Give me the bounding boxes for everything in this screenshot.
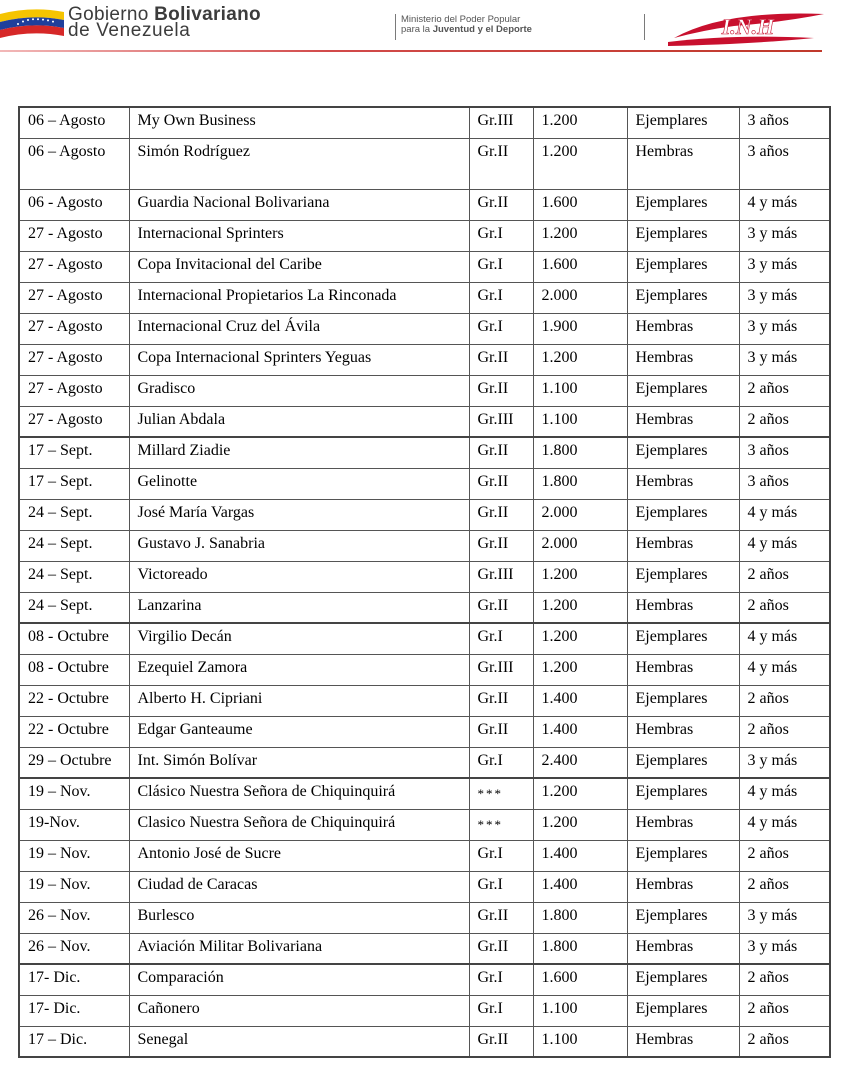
race-date: 06 – Agosto (19, 138, 129, 189)
race-date: 26 – Nov. (19, 933, 129, 964)
race-sex: Hembras (627, 406, 739, 437)
race-age: 3 y más (739, 313, 830, 344)
race-name: Millard Ziadie (129, 437, 469, 468)
race-grade: Gr.II (469, 437, 533, 468)
race-grade: Gr.II (469, 189, 533, 220)
race-date: 17 – Sept. (19, 437, 129, 468)
race-distance: 2.000 (533, 530, 627, 561)
race-name: Ciudad de Caracas (129, 871, 469, 902)
race-age: 3 años (739, 437, 830, 468)
race-date: 17- Dic. (19, 964, 129, 995)
table-row (19, 716, 830, 747)
race-name: Julian Abdala (129, 406, 469, 437)
race-name: Cañonero (129, 995, 469, 1026)
race-name: Burlesco (129, 902, 469, 933)
gov-line-venezuela: de Venezuela (68, 20, 191, 41)
race-grade: *** (469, 778, 533, 809)
race-date: 22 - Octubre (19, 716, 129, 747)
race-age: 2 años (739, 871, 830, 902)
race-sex: Ejemplares (627, 189, 739, 220)
race-age: 2 años (739, 592, 830, 623)
table-row (19, 530, 830, 561)
table-row (19, 107, 830, 138)
race-grade: Gr.III (469, 406, 533, 437)
race-date: 24 – Sept. (19, 592, 129, 623)
race-age: 2 años (739, 995, 830, 1026)
race-distance: 1.200 (533, 623, 627, 654)
race-sex: Ejemplares (627, 561, 739, 592)
race-age: 4 y más (739, 809, 830, 840)
race-name: Int. Simón Bolívar (129, 747, 469, 778)
race-name: Copa Invitacional del Caribe (129, 251, 469, 282)
race-name: Clasico Nuestra Señora de Chiquinquirá (129, 809, 469, 840)
race-grade: Gr.I (469, 964, 533, 995)
table-row (19, 778, 830, 809)
race-age: 2 años (739, 685, 830, 716)
table-row (19, 344, 830, 375)
race-date: 17- Dic. (19, 995, 129, 1026)
race-date: 24 – Sept. (19, 499, 129, 530)
race-date: 27 - Agosto (19, 251, 129, 282)
race-grade: Gr.II (469, 530, 533, 561)
race-distance: 1.800 (533, 468, 627, 499)
header-rule (0, 50, 822, 52)
race-sex: Hembras (627, 592, 739, 623)
race-name: José María Vargas (129, 499, 469, 530)
race-sex: Ejemplares (627, 685, 739, 716)
race-age: 4 y más (739, 623, 830, 654)
header-divider (644, 14, 645, 40)
race-distance: 2.000 (533, 499, 627, 530)
race-date: 08 - Octubre (19, 623, 129, 654)
race-age: 2 años (739, 406, 830, 437)
race-name: Senegal (129, 1026, 469, 1057)
race-date: 19 – Nov. (19, 778, 129, 809)
race-name: Internacional Sprinters (129, 220, 469, 251)
ministry-line-1: Ministerio del Poder Popular (401, 14, 521, 25)
race-name: Internacional Cruz del Ávila (129, 313, 469, 344)
race-grade: Gr.II (469, 499, 533, 530)
table-row (19, 623, 830, 654)
race-age: 2 años (739, 840, 830, 871)
table-row (19, 871, 830, 902)
race-age: 4 y más (739, 530, 830, 561)
ministry-line-2-prefix: para la (401, 24, 431, 35)
races-table-body (19, 107, 830, 1057)
race-distance: 1.200 (533, 654, 627, 685)
races-table (18, 106, 831, 1058)
government-wordmark (68, 4, 261, 41)
table-row (19, 1026, 830, 1057)
page-header (0, 0, 843, 56)
race-distance: 1.800 (533, 437, 627, 468)
race-age: 3 y más (739, 282, 830, 313)
race-age: 2 años (739, 375, 830, 406)
race-date: 27 - Agosto (19, 313, 129, 344)
race-date: 17 – Sept. (19, 468, 129, 499)
race-sex: Hembras (627, 1026, 739, 1057)
race-grade: Gr.I (469, 251, 533, 282)
race-sex: Hembras (627, 809, 739, 840)
race-date: 24 – Sept. (19, 561, 129, 592)
race-sex: Hembras (627, 313, 739, 344)
table-row (19, 468, 830, 499)
race-name: Edgar Ganteaume (129, 716, 469, 747)
race-age: 2 años (739, 561, 830, 592)
race-age: 2 años (739, 964, 830, 995)
race-name: Alberto H. Cipriani (129, 685, 469, 716)
race-sex: Hembras (627, 468, 739, 499)
race-date: 27 - Agosto (19, 282, 129, 313)
table-row (19, 902, 830, 933)
race-distance: 1.100 (533, 995, 627, 1026)
race-age: 4 y más (739, 778, 830, 809)
race-name: Gustavo J. Sanabria (129, 530, 469, 561)
ministry-label (401, 15, 532, 35)
race-distance: 1.200 (533, 220, 627, 251)
race-sex: Ejemplares (627, 437, 739, 468)
race-sex: Ejemplares (627, 747, 739, 778)
table-row (19, 437, 830, 468)
race-age: 4 y más (739, 499, 830, 530)
race-name: Virgilio Decán (129, 623, 469, 654)
table-row (19, 375, 830, 406)
race-grade: Gr.II (469, 592, 533, 623)
race-name: Ezequiel Zamora (129, 654, 469, 685)
race-sex: Ejemplares (627, 375, 739, 406)
race-age: 4 y más (739, 189, 830, 220)
race-grade: Gr.II (469, 468, 533, 499)
race-name: Clásico Nuestra Señora de Chiquinquirá (129, 778, 469, 809)
race-date: 06 – Agosto (19, 107, 129, 138)
race-grade: Gr.I (469, 313, 533, 344)
race-distance: 1.400 (533, 840, 627, 871)
race-grade: Gr.II (469, 138, 533, 189)
race-grade: Gr.I (469, 871, 533, 902)
race-age: 2 años (739, 716, 830, 747)
race-grade: Gr.I (469, 220, 533, 251)
race-date: 29 – Octubre (19, 747, 129, 778)
race-sex: Hembras (627, 138, 739, 189)
table-row (19, 406, 830, 437)
table-row (19, 313, 830, 344)
race-date: 08 - Octubre (19, 654, 129, 685)
race-name: Gelinotte (129, 468, 469, 499)
race-name: Internacional Propietarios La Rinconada (129, 282, 469, 313)
race-date: 19-Nov. (19, 809, 129, 840)
race-sex: Ejemplares (627, 282, 739, 313)
ministry-line-2-bold: Juventud y el Deporte (432, 24, 532, 35)
race-sex: Ejemplares (627, 840, 739, 871)
race-grade: Gr.III (469, 654, 533, 685)
race-date: 26 – Nov. (19, 902, 129, 933)
table-row (19, 138, 830, 189)
table-row (19, 189, 830, 220)
race-grade: Gr.III (469, 561, 533, 592)
race-distance: 1.200 (533, 592, 627, 623)
race-name: My Own Business (129, 107, 469, 138)
race-date: 17 – Dic. (19, 1026, 129, 1057)
table-row (19, 840, 830, 871)
race-distance: 1.200 (533, 107, 627, 138)
race-grade: Gr.I (469, 282, 533, 313)
race-sex: Hembras (627, 933, 739, 964)
race-sex: Hembras (627, 871, 739, 902)
race-age: 3 y más (739, 933, 830, 964)
race-age: 3 y más (739, 902, 830, 933)
race-sex: Ejemplares (627, 964, 739, 995)
race-name: Victoreado (129, 561, 469, 592)
race-sex: Ejemplares (627, 623, 739, 654)
race-distance: 1.400 (533, 871, 627, 902)
race-grade: Gr.II (469, 1026, 533, 1057)
race-distance: 1.200 (533, 138, 627, 189)
table-row (19, 685, 830, 716)
race-date: 22 - Octubre (19, 685, 129, 716)
race-sex: Hembras (627, 530, 739, 561)
race-sex: Ejemplares (627, 778, 739, 809)
race-sex: Ejemplares (627, 995, 739, 1026)
race-grade: Gr.II (469, 375, 533, 406)
race-date: 27 - Agosto (19, 406, 129, 437)
race-sex: Hembras (627, 344, 739, 375)
race-distance: 1.200 (533, 344, 627, 375)
venezuela-flag-icon (0, 8, 64, 40)
race-distance: 1.100 (533, 406, 627, 437)
race-distance: 1.600 (533, 251, 627, 282)
table-row (19, 933, 830, 964)
race-sex: Ejemplares (627, 499, 739, 530)
race-grade: Gr.II (469, 716, 533, 747)
table-row (19, 499, 830, 530)
races-table-wrapper (18, 106, 829, 1058)
race-age: 3 años (739, 107, 830, 138)
race-grade: Gr.I (469, 995, 533, 1026)
race-age: 3 años (739, 468, 830, 499)
race-date: 06 - Agosto (19, 189, 129, 220)
race-grade: Gr.I (469, 623, 533, 654)
race-distance: 2.400 (533, 747, 627, 778)
race-name: Simón Rodríguez (129, 138, 469, 189)
table-row (19, 964, 830, 995)
race-name: Antonio José de Sucre (129, 840, 469, 871)
race-sex: Ejemplares (627, 220, 739, 251)
inh-logo-text: I.N.H (721, 14, 775, 39)
table-row (19, 654, 830, 685)
race-name: Copa Internacional Sprinters Yeguas (129, 344, 469, 375)
race-age: 3 años (739, 138, 830, 189)
race-distance: 1.600 (533, 189, 627, 220)
race-age: 3 y más (739, 251, 830, 282)
table-row (19, 592, 830, 623)
race-sex: Hembras (627, 716, 739, 747)
race-sex: Ejemplares (627, 107, 739, 138)
race-grade: Gr.II (469, 685, 533, 716)
race-date: 24 – Sept. (19, 530, 129, 561)
table-row (19, 220, 830, 251)
header-divider (395, 14, 396, 40)
race-date: 27 - Agosto (19, 344, 129, 375)
table-row (19, 251, 830, 282)
race-distance: 2.000 (533, 282, 627, 313)
race-distance: 1.200 (533, 778, 627, 809)
race-name: Lanzarina (129, 592, 469, 623)
race-name: Comparación (129, 964, 469, 995)
gov-word-bolivariano: Bolivariano (154, 4, 261, 25)
race-name: Gradisco (129, 375, 469, 406)
table-row (19, 282, 830, 313)
race-age: 3 y más (739, 344, 830, 375)
race-distance: 1.400 (533, 685, 627, 716)
race-sex: Hembras (627, 654, 739, 685)
race-grade: Gr.III (469, 107, 533, 138)
race-distance: 1.200 (533, 561, 627, 592)
race-sex: Ejemplares (627, 902, 739, 933)
race-grade: Gr.I (469, 840, 533, 871)
table-row (19, 561, 830, 592)
race-distance: 1.800 (533, 933, 627, 964)
race-grade: Gr.II (469, 933, 533, 964)
table-row (19, 747, 830, 778)
race-name: Aviación Militar Bolivariana (129, 933, 469, 964)
race-date: 27 - Agosto (19, 220, 129, 251)
race-age: 3 y más (739, 220, 830, 251)
race-name: Guardia Nacional Bolivariana (129, 189, 469, 220)
race-distance: 1.200 (533, 809, 627, 840)
race-distance: 1.100 (533, 1026, 627, 1057)
race-distance: 1.600 (533, 964, 627, 995)
race-age: 2 años (739, 1026, 830, 1057)
race-date: 27 - Agosto (19, 375, 129, 406)
race-age: 4 y más (739, 654, 830, 685)
race-grade: *** (469, 809, 533, 840)
race-distance: 1.100 (533, 375, 627, 406)
table-row (19, 809, 830, 840)
table-row (19, 995, 830, 1026)
gov-word-gobierno: Gobierno (68, 4, 149, 25)
race-grade: Gr.I (469, 747, 533, 778)
race-distance: 1.900 (533, 313, 627, 344)
race-distance: 1.800 (533, 902, 627, 933)
race-grade: Gr.II (469, 902, 533, 933)
race-sex: Ejemplares (627, 251, 739, 282)
race-grade: Gr.II (469, 344, 533, 375)
race-date: 19 – Nov. (19, 871, 129, 902)
race-distance: 1.400 (533, 716, 627, 747)
inh-logo-icon (664, 8, 830, 48)
race-age: 3 y más (739, 747, 830, 778)
race-date: 19 – Nov. (19, 840, 129, 871)
